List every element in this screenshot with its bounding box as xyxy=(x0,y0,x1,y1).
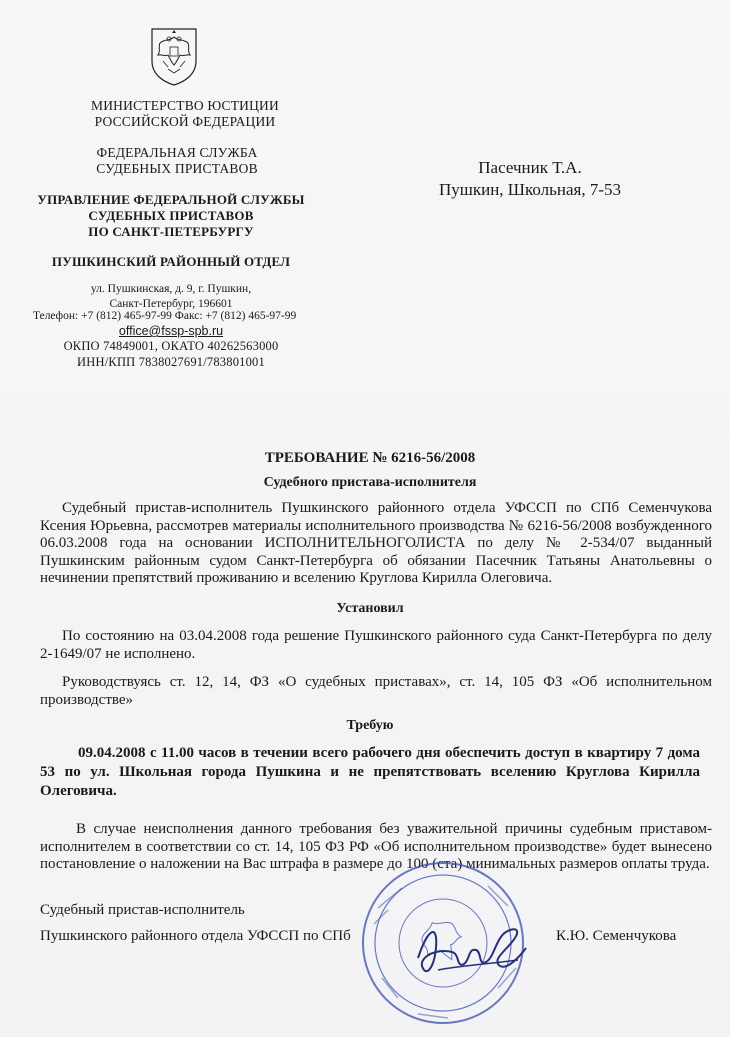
paragraph-main: Судебный пристав-исполнитель Пушкинского районного отдела УФССП по СПб Семенчукова Ксения Юрьевна, рассмотрев материалы исполнительного производства № 6216-56/2008 возбужденного 06.03.2008 года на основании ИСПОЛНИТЕЛЬНОГОЛИСТА по делу № 2-534/07 выданный Пушкинским районным судом Санкт-Петербурга об обязании Пасечник Татьяны Анатольевны о нечинении препятствий проживанию и вселению Круглова Кирилла Олеговича. xyxy=(40,500,712,586)
phone-fax: Телефон: +7 (812) 465-97-99 Факс: +7 (812) 465-97-99 xyxy=(33,310,297,322)
recipient-name: Пасечник Т.А. xyxy=(478,158,582,177)
address-line-1: ул. Пушкинская, д. 9, г. Пушкин, xyxy=(90,283,252,295)
directorate-line-3: ПО САНКТ-ПЕТЕРБУРГУ xyxy=(88,224,254,239)
directorate-line-1: УПРАВЛЕНИЕ ФЕДЕРАЛЬНОЙ СЛУЖБЫ xyxy=(37,192,305,207)
heading-demand: Требую xyxy=(346,718,394,733)
signer-position-2: Пушкинского районного отдела УФССП по СПб xyxy=(40,928,351,944)
service-line-2: СУДЕБНЫХ ПРИСТАВОВ xyxy=(96,161,258,176)
paragraph-basis: Руководствуясь ст. 12, 14, ФЗ «О судебных приставах», ст. 14, 105 ФЗ «Об исполнительном производстве» xyxy=(40,674,712,708)
email-link[interactable]: office@fssp-spb.ru xyxy=(118,324,224,338)
address-line-2: Санкт-Петербург, 196601 xyxy=(109,297,233,310)
inn-kpp: ИНН/КПП 7838027691/783801001 xyxy=(77,355,265,369)
document-subtitle: Судебного пристава-исполнителя xyxy=(263,475,477,490)
document-title: ТРЕБОВАНИЕ № 6216-56/2008 xyxy=(264,450,476,466)
paragraph-penalty: В случае неисполнения данного требования без уважительной причины судебным приставом-исполнителем в соответствии со ст. 14, 105 ФЗ РФ «Об исполнительном производстве» будет вынесено постановление о наложении на Вас штрафа в размере до 100 (ста) минимальных размеров оплаты труда. xyxy=(40,821,712,872)
ministry-line-1: МИНИСТЕРСТВО ЮСТИЦИИ xyxy=(91,98,279,113)
department-name: ПУШКИНСКИЙ РАЙОННЫЙ ОТДЕЛ xyxy=(51,254,291,269)
coat-of-arms-icon xyxy=(148,27,200,87)
okpo-okato: ОКПО 74849001, ОКАТО 40262563000 xyxy=(63,339,279,353)
ministry-line-2: РОССИЙСКОЙ ФЕДЕРАЦИИ xyxy=(94,114,276,129)
paragraph-status: По состоянию на 03.04.2008 года решение Пушкинского районного суда Санкт-Петербурга по делу 2-1649/07 не исполнено. xyxy=(40,628,712,662)
heading-established: Установил xyxy=(336,601,404,616)
service-line-1: ФЕДЕРАЛЬНАЯ СЛУЖБА xyxy=(96,145,258,160)
demand-text: 09.04.2008 с 11.00 часов в течении всего рабочего дня обеспечить доступ в квартиру 7 дома 53 по ул. Школьная города Пушкина и не препятствовать вселению Круглова Кирилла Олеговича. xyxy=(40,745,700,799)
handwritten-signature xyxy=(408,908,538,988)
recipient-address: Пушкин, Школьная, 7-53 xyxy=(438,180,621,199)
directorate-line-2: СУДЕБНЫХ ПРИСТАВОВ xyxy=(88,208,254,223)
signer-name: К.Ю. Семенчукова xyxy=(556,928,677,944)
signer-position-1: Судебный пристав-исполнитель xyxy=(40,902,245,918)
